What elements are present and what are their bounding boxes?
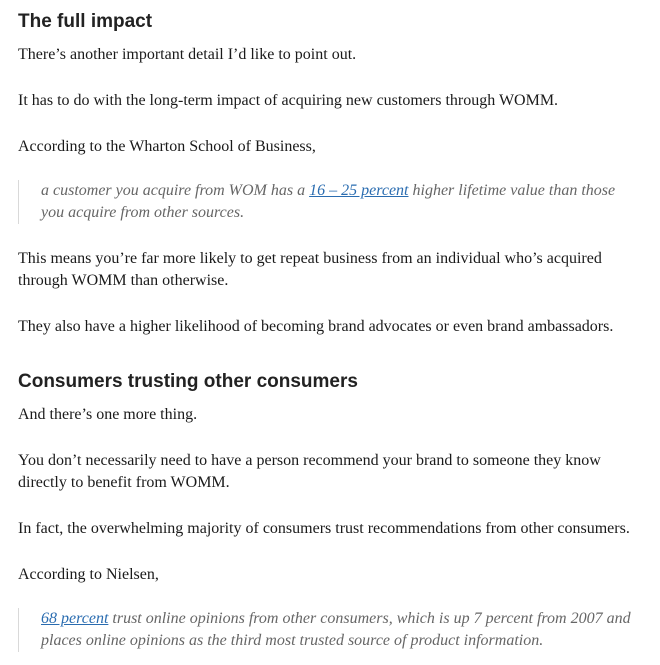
quote-link-16-25-percent[interactable]: 16 – 25 percent [309, 182, 409, 199]
section-heading-consumers-trusting: Consumers trusting other consumers [18, 371, 358, 392]
section-heading-full-impact: The full impact [18, 11, 153, 32]
paragraph: According to the Wharton School of Business, [18, 138, 316, 155]
paragraph: They also have a higher likelihood of becoming brand advocates or even brand ambassadors. [18, 318, 614, 335]
blockquote-nielsen [18, 608, 641, 652]
paragraph: In fact, the overwhelming majority of consumers trust recommendations from other consumers. [18, 520, 630, 537]
paragraph: This means you’re far more likely to get repeat business from an individual who’s acquired through WOMM than otherwise. [18, 250, 602, 289]
paragraph: There’s another important detail I’d like to point out. [18, 46, 357, 63]
paragraph: It has to do with the long-term impact of acquiring new customers through WOMM. [18, 92, 559, 109]
paragraph: According to Nielsen, [18, 566, 159, 583]
blockquote-wharton [18, 180, 641, 224]
quote-text: a customer you acquire from WOM has a [41, 182, 310, 199]
quote-text: trust online opinions from other consumers, which is up 7 percent from 2007 and places online opinions as the third most trusted source of product information. [41, 610, 631, 649]
paragraph: You don’t necessarily need to have a person recommend your brand to someone they know directly to benefit from WOMM. [18, 452, 601, 491]
quote-text: higher lifetime value than those you acquire from other sources. [41, 182, 616, 221]
paragraph: And there’s one more thing. [18, 406, 198, 423]
quote-link-68-percent[interactable]: 68 percent [41, 610, 109, 627]
